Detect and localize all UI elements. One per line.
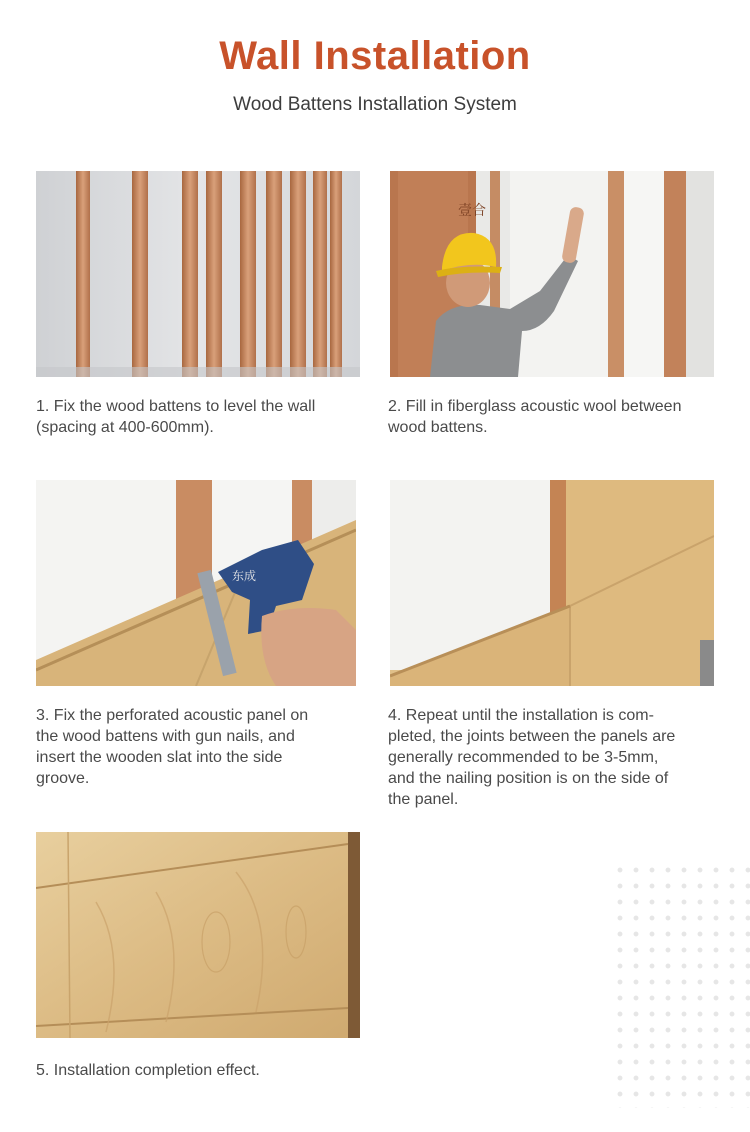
decorative-dot-pattern xyxy=(612,862,750,1108)
step-3-caption: 3. Fix the perforated acoustic panel on the wood battens with gun nails, and insert the wooden slat into the side groove. xyxy=(36,707,309,787)
panels-installed-illustration xyxy=(390,480,714,686)
wood-battens-illustration xyxy=(36,171,360,377)
photo-panels-installed xyxy=(390,480,714,686)
finished-wall-illustration xyxy=(36,832,360,1038)
nail-gun-illustration xyxy=(36,480,356,686)
step-4-caption: 4. Repeat until the installation is com- pleted, the joints between the panels are generally recommended to be 3-5mm, and the nailing position is on the side of the panel. xyxy=(388,707,676,808)
photo-nail-gun xyxy=(36,480,356,686)
page-subtitle: Wood Battens Installation System xyxy=(233,94,517,115)
wood-stamp-text: 壹合 xyxy=(458,203,486,219)
photo-wood-battens xyxy=(36,171,360,377)
page-title: Wall Installation xyxy=(219,34,531,78)
step-2-caption: 2. Fill in fiberglass acoustic wool between wood battens. xyxy=(388,398,682,436)
acoustic-wool-illustration xyxy=(390,171,714,377)
photo-acoustic-wool xyxy=(390,171,714,377)
step-1-caption: 1. Fix the wood battens to level the wall (spacing at 400-600mm). xyxy=(36,398,316,436)
step-5-caption: 5. Installation completion effect. xyxy=(36,1062,260,1079)
tool-brand-text: 东成 xyxy=(232,569,257,583)
photo-finished-wall xyxy=(36,832,360,1038)
